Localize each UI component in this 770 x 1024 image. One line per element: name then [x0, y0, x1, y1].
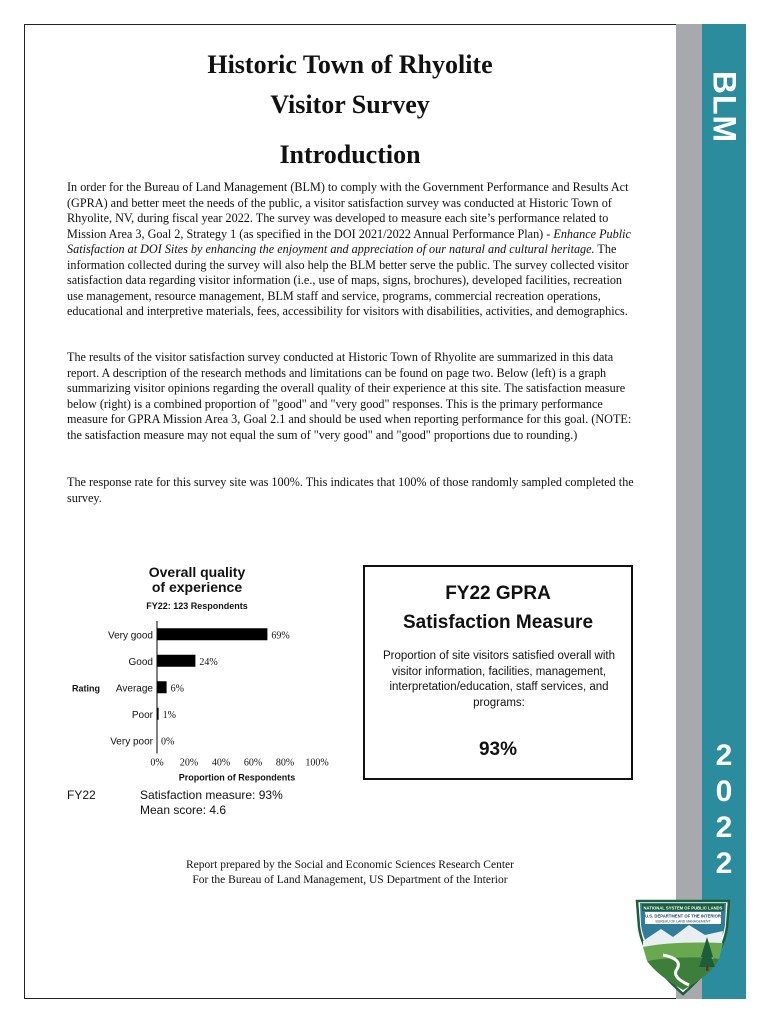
- logo-mid-text: U.S. DEPARTMENT OF THE INTERIOR: [645, 913, 721, 919]
- chart-subtitle: FY22: 123 Respondents: [146, 601, 248, 611]
- chart-x-tick-label: 20%: [179, 757, 199, 769]
- chart-x-tick-label: 60%: [243, 757, 263, 769]
- year-digit: 2: [715, 847, 733, 880]
- chart-x-tick-label: 0%: [150, 757, 164, 769]
- logo-top-text: NATIONAL SYSTEM OF PUBLIC LANDS: [643, 905, 723, 911]
- credit-line1: Report prepared by the Social and Economic Sciences Research Center: [186, 859, 514, 871]
- chart-title-line1: Overall quality: [148, 564, 246, 580]
- banner-agency-text: BLM: [706, 70, 743, 144]
- chart-title-line2: of experience: [151, 579, 243, 595]
- chart-title: [67, 565, 327, 595]
- gpra-measure-box: [363, 565, 633, 780]
- chart-x-axis-label: Proportion of Respondents: [178, 772, 296, 783]
- chart-x-tick-label: 40%: [211, 757, 231, 769]
- page-title-line1: Historic Town of Rhyolite: [207, 50, 493, 79]
- intro-paragraph-2: The results of the visitor satisfaction survey conducted at Historic Town of Rhyolite are summarized in this data report. A description of the research methods and limitations can be found on page two. Below (left) is a graph summarizing visitor opinions regarding the overall quality of their experience at this site. The satisfaction measure below (right) is a combined proportion of "good" and "very good" responses. This is the primary performance measure for GPRA Mission Area 3, Goal 2.1 and should be used when reporting performance for this goal. (NOTE: the satisfaction measure may not equal the sum of "very good" and "good" proportions due to rounding.): [67, 350, 632, 442]
- chart-bar: [157, 655, 195, 667]
- chart-data-label: 1%: [162, 709, 176, 721]
- chart-data-label: 24%: [199, 656, 218, 668]
- intro-p1-italic: Enhance Public Satisfaction at DOI Sites by enhancing the enjoyment and appreciation of our natural and cultural heritage.: [67, 226, 631, 256]
- intro-p1-start: In order for the Bureau of Land Management (BLM) to comply with the Government Performance and Results Act (GPRA) and better meet the needs of the public, a visitor satisfaction survey was conducted at Historic Town of Rhyolite, NV, during fiscal year 2022. The survey was developed to measure each site’s performance related to Mission Area 3, Goal 2, Strategy 1 (as specified in the DOI 2021/2022 Annual Performance Plan) -: [67, 180, 629, 241]
- chart-x-tick-label: 80%: [275, 757, 295, 769]
- intro-paragraph-3: The response rate for this survey site was 100%. This indicates that 100% of those randomly sampled completed the survey.: [67, 475, 634, 505]
- gpra-value: 93%: [478, 739, 518, 760]
- mean-score-text: Mean score: 4.6: [140, 803, 227, 817]
- fy-label: FY22: [67, 788, 96, 802]
- chart-data-label: 69%: [271, 630, 290, 642]
- gpra-description: Proportion of site visitors satisfied overall with visitor information, facilities, management, interpretation/education, staff services, and programs:: [383, 650, 616, 709]
- year-digit: 2: [715, 811, 733, 844]
- chart-y-axis-label: Rating: [72, 683, 100, 694]
- section-heading: Introduction: [279, 140, 421, 169]
- page-frame: [24, 24, 746, 999]
- satisfaction-measure-text: Satisfaction measure: 93%: [140, 788, 283, 802]
- blm-shield-logo: [633, 897, 733, 997]
- banner-year: [702, 738, 746, 882]
- page-title-line2: Visitor Survey: [270, 90, 430, 119]
- report-credit: [150, 858, 550, 888]
- chart-data-label: 0%: [161, 736, 175, 748]
- chart-category-label: Average: [115, 683, 153, 695]
- chart-bar: [157, 681, 167, 693]
- quality-bar-chart: [60, 615, 360, 785]
- gpra-heading-line1: FY22 GPRA: [445, 583, 551, 604]
- intro-paragraph-1: [67, 180, 637, 320]
- year-digit: 2: [715, 739, 733, 772]
- side-gray-band: [676, 24, 702, 999]
- chart-category-label: Poor: [131, 709, 153, 721]
- year-digit: 0: [715, 775, 733, 808]
- chart-bar: [157, 708, 159, 720]
- credit-line2: For the Bureau of Land Management, US Department of the Interior: [192, 874, 508, 886]
- banner-agency: [700, 52, 748, 162]
- chart-x-tick-label: 100%: [305, 757, 329, 769]
- chart-category-label: Very poor: [110, 736, 153, 748]
- gpra-heading-line2: Satisfaction Measure: [402, 612, 594, 633]
- chart-bar: [157, 628, 267, 640]
- chart-category-label: Very good: [107, 630, 153, 642]
- logo-sub-text: BUREAU OF LAND MANAGEMENT: [655, 919, 711, 924]
- chart-category-label: Good: [128, 656, 153, 668]
- chart-data-label: 6%: [170, 683, 184, 695]
- intro-p1-end: The information collected during the survey will also help the BLM better serve the public. The survey collected visitor satisfaction data regarding visitor information (i.e., use of maps, signs, brochures), developed facilities, recreation use management, resource management, BLM staff and service, programs, commercial recreation operations, educational and interpretive materials, fees, accessibility for visitors with disabilities, activities, and demographics.: [67, 242, 629, 318]
- summary-block: [140, 788, 283, 818]
